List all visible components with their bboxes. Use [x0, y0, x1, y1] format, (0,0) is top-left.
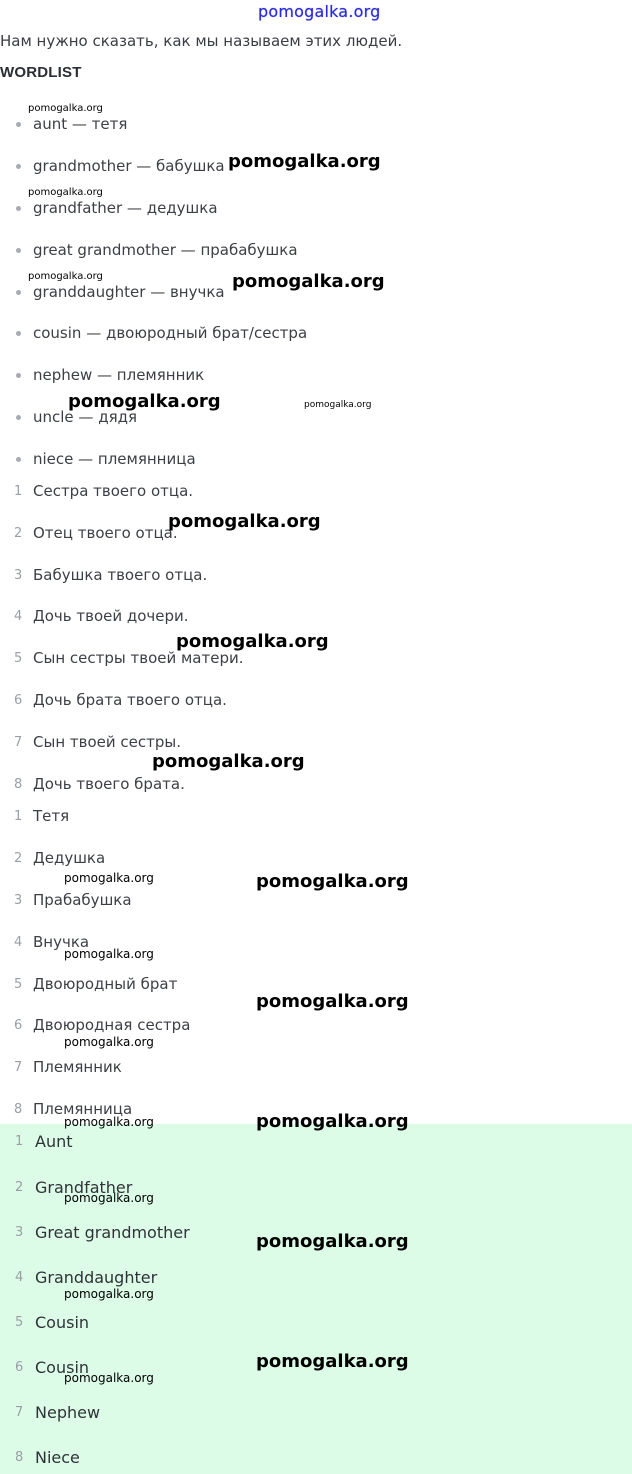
list-item [0, 888, 132, 912]
wordlist-item-text: great grandmother — прабабушка [33, 241, 298, 259]
watermark: pomogalka.org [28, 103, 103, 114]
item-text: Двоюродный брат [33, 975, 178, 993]
item-number: 6 [14, 1017, 23, 1033]
watermark: pomogalka.org [256, 1111, 409, 1132]
list-item [0, 972, 177, 996]
list-item [0, 730, 181, 754]
item-number: 1 [14, 483, 23, 499]
answer-text: Granddaughter [35, 1267, 158, 1287]
item-number: 3 [15, 1224, 24, 1240]
item-number: 5 [14, 650, 23, 666]
item-number: 1 [15, 1133, 24, 1149]
watermark: pomogalka.org [68, 391, 221, 412]
item-text: Бабушка твоего отца. [33, 566, 208, 584]
item-number: 1 [14, 808, 23, 824]
answer-text: Cousin [35, 1312, 90, 1332]
watermark: pomogalka.org [64, 947, 154, 961]
watermark: pomogalka.org [64, 871, 154, 885]
bullet-icon [16, 331, 21, 336]
watermark: pomogalka.org [64, 1191, 154, 1205]
item-number: 4 [14, 934, 23, 950]
list-item [0, 930, 89, 954]
item-text: Сын сестры твоей матери. [33, 649, 244, 667]
item-number: 4 [14, 608, 23, 624]
watermark: pomogalka.org [228, 151, 381, 172]
answer-text: Grandfather [35, 1177, 133, 1197]
wordlist-item [0, 238, 298, 262]
item-number: 4 [15, 1269, 24, 1285]
list-item [0, 1055, 122, 1079]
watermark: pomogalka.org [64, 1115, 154, 1129]
wordlist-item-text: granddaughter — внучка [33, 283, 225, 301]
answers-panel [0, 1124, 632, 1474]
site-logo[interactable]: pomogalka.org [258, 2, 381, 21]
wordlist-item-text: grandfather — дедушка [33, 199, 218, 217]
wordlist-item-text: niece — племянница [33, 450, 196, 468]
item-text: Дочь брата твоего отца. [33, 691, 227, 709]
item-text: Дедушка [33, 849, 106, 867]
wordlist-item-text: aunt — тетя [33, 115, 128, 133]
watermark: pomogalka.org [28, 187, 103, 198]
answer-item [0, 1265, 157, 1289]
item-text: Племянник [33, 1058, 122, 1076]
item-number: 8 [15, 1449, 24, 1465]
watermark: pomogalka.org [176, 631, 329, 652]
wordlist-heading: WORDLIST [0, 64, 82, 81]
wordlist-item-text: nephew — племянник [33, 366, 205, 384]
watermark: pomogalka.org [64, 1035, 154, 1049]
answer-item [0, 1129, 73, 1153]
watermark: pomogalka.org [256, 1231, 409, 1252]
answer-item [0, 1355, 89, 1379]
wordlist-item [0, 280, 225, 304]
wordlist-item [0, 154, 225, 178]
wordlist-item-text: cousin — двоюродный брат/сестра [33, 324, 308, 342]
watermark: pomogalka.org [64, 1371, 154, 1385]
wordlist-item [0, 405, 137, 429]
bullet-icon [16, 290, 21, 295]
list-item [0, 1013, 190, 1037]
item-number: 8 [14, 1101, 23, 1117]
bullet-icon [16, 164, 21, 169]
bullet-icon [16, 248, 21, 253]
answer-item [0, 1310, 89, 1334]
item-text: Дочь твоей дочери. [33, 607, 189, 625]
item-number: 6 [15, 1359, 24, 1375]
watermark: pomogalka.org [152, 751, 305, 772]
answer-text: Cousin [35, 1357, 90, 1377]
item-number: 2 [14, 525, 23, 541]
list-item [0, 804, 69, 828]
watermark: pomogalka.org [232, 271, 385, 292]
item-text: Внучка [33, 933, 90, 951]
watermark: pomogalka.org [256, 991, 409, 1012]
item-text: Дочь твоего брата. [33, 775, 185, 793]
list-item [0, 688, 227, 712]
intro-text: Нам нужно сказать, как мы называем этих людей. [0, 32, 403, 50]
item-number: 3 [14, 567, 23, 583]
watermark: pomogalka.org [168, 511, 321, 532]
answer-item [0, 1175, 132, 1199]
watermark: pomogalka.org [256, 871, 409, 892]
item-number: 2 [14, 850, 23, 866]
item-number: 5 [15, 1314, 24, 1330]
answer-text: Nephew [35, 1402, 101, 1422]
item-number: 7 [14, 734, 23, 750]
list-item [0, 846, 105, 870]
item-text: Сын твоей сестры. [33, 733, 181, 751]
item-number: 5 [14, 976, 23, 992]
wordlist-item-text: uncle — дядя [33, 408, 137, 426]
wordlist-item [0, 447, 196, 471]
answer-item [0, 1220, 190, 1244]
answer-item [0, 1445, 80, 1469]
wordlist-item [0, 112, 127, 136]
item-number: 7 [15, 1404, 24, 1420]
item-number: 6 [14, 692, 23, 708]
watermark: pomogalka.org [28, 271, 103, 282]
item-number: 8 [14, 776, 23, 792]
answer-text: Great grandmother [35, 1222, 190, 1242]
bullet-icon [16, 206, 21, 211]
list-item [0, 479, 193, 503]
bullet-icon [16, 457, 21, 462]
item-text: Отец твоего отца. [33, 524, 178, 542]
item-text: Прабабушка [33, 891, 132, 909]
item-number: 2 [15, 1179, 24, 1195]
item-text: Племянница [33, 1100, 133, 1118]
list-item [0, 604, 189, 628]
wordlist-item-text: grandmother — бабушка [33, 157, 225, 175]
bullet-icon [16, 415, 21, 420]
item-text: Сестра твоего отца. [33, 482, 194, 500]
item-text: Двоюродная сестра [33, 1016, 191, 1034]
wordlist-item [0, 321, 307, 345]
list-item [0, 772, 185, 796]
item-text: Тетя [33, 807, 70, 825]
answer-item [0, 1400, 100, 1424]
item-number: 7 [14, 1059, 23, 1075]
watermark: pomogalka.org [256, 1351, 409, 1372]
bullet-icon [16, 122, 21, 127]
item-number: 3 [14, 892, 23, 908]
list-item [0, 646, 244, 670]
answer-text: Aunt [35, 1131, 73, 1151]
list-item [0, 1097, 132, 1121]
wordlist-item [0, 196, 218, 220]
list-item [0, 521, 178, 545]
answer-text: Niece [35, 1447, 80, 1467]
list-item [0, 563, 207, 587]
wordlist-item [0, 363, 204, 387]
watermark: pomogalka.org [64, 1287, 154, 1301]
bullet-icon [16, 373, 21, 378]
watermark: pomogalka.org [304, 400, 372, 410]
